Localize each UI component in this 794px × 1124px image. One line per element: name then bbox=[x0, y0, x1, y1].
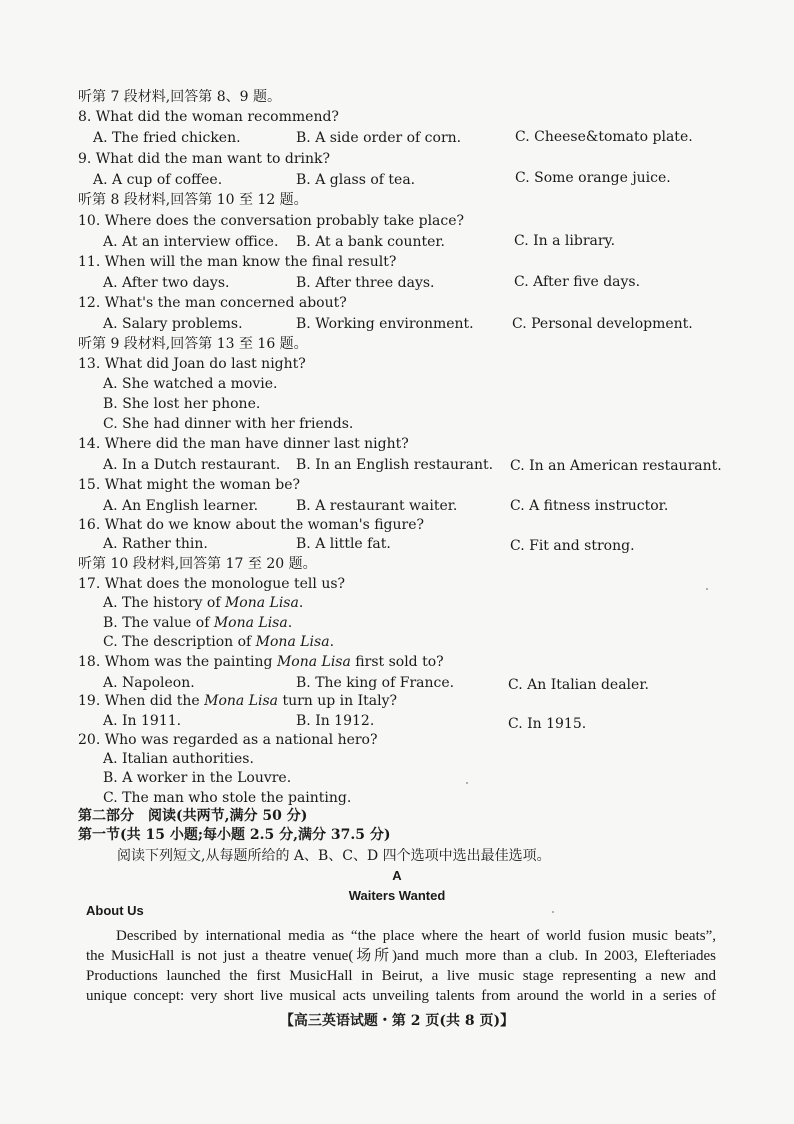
question-11: 11. When will the man know the final result? bbox=[78, 254, 397, 270]
q17-option-c-text: C. The description of bbox=[103, 634, 256, 650]
q14-option-b: B. In an English restaurant. bbox=[296, 457, 494, 473]
q15-option-c: C. A fitness instructor. bbox=[510, 498, 669, 514]
q9-option-b: B. A glass of tea. bbox=[296, 172, 416, 188]
q19-option-a: A. In 1911. bbox=[103, 713, 182, 729]
section-10-heading: 听第 10 段材料,回答第 17 至 20 题。 bbox=[78, 556, 317, 572]
passage-letter: A bbox=[392, 868, 402, 883]
painting-title: Mona Lisa bbox=[204, 693, 278, 709]
section-9-heading: 听第 9 段材料,回答第 13 至 16 题。 bbox=[78, 336, 308, 352]
section-8-heading: 听第 8 段材料,回答第 10 至 12 题。 bbox=[78, 192, 308, 208]
q18-option-a: A. Napoleon. bbox=[103, 675, 195, 691]
question-13: 13. What did Joan do last night? bbox=[78, 356, 306, 372]
scan-speck bbox=[552, 911, 554, 913]
q10-option-b: B. At a bank counter. bbox=[296, 234, 446, 250]
q14-option-c: C. In an American restaurant. bbox=[510, 458, 722, 474]
q9-option-a: A. A cup of coffee. bbox=[93, 172, 223, 188]
q19-option-c: C. In 1915. bbox=[508, 716, 587, 732]
q12-option-c: C. Personal development. bbox=[512, 316, 693, 332]
passage-title: Waiters Wanted bbox=[348, 888, 446, 903]
q20-option-b: B. A worker in the Louvre. bbox=[103, 770, 292, 786]
passage-line-3: Productions launched the first MusicHall in Beirut, a live music stage representing a new and bbox=[86, 968, 716, 984]
scan-speck bbox=[466, 782, 468, 784]
q13-option-a: A. She watched a movie. bbox=[103, 376, 278, 392]
painting-title: Mona Lisa bbox=[255, 634, 330, 650]
q16-option-a: A. Rather thin. bbox=[103, 536, 208, 552]
q19-option-b: B. In 1912. bbox=[296, 713, 375, 729]
passage-line-1: Described by international media as “the place where the heart of world fusion music beats”, bbox=[116, 928, 716, 944]
q11-option-b: B. After three days. bbox=[296, 275, 435, 291]
q17-option-a bbox=[103, 594, 303, 612]
painting-title: Mona Lisa bbox=[276, 654, 351, 670]
passage-line-4: unique concept: very short live musical acts unveiling talents from around the world in a series of bbox=[86, 988, 716, 1004]
question-14: 14. Where did the man have dinner last night? bbox=[78, 436, 409, 452]
q11-option-c: C. After five days. bbox=[514, 274, 641, 290]
q17-option-b-text: B. The value of bbox=[103, 615, 214, 631]
q11-option-a: A. After two days. bbox=[103, 275, 230, 291]
painting-title: Mona Lisa bbox=[213, 615, 288, 631]
q18-option-c: C. An Italian dealer. bbox=[508, 677, 649, 693]
question-8: 8. What did the woman recommend? bbox=[78, 109, 339, 125]
question-16: 16. What do we know about the woman's figure? bbox=[78, 517, 425, 533]
q17-option-a-text: A. The history of bbox=[103, 595, 225, 611]
question-10: 10. Where does the conversation probably take place? bbox=[78, 213, 465, 229]
q17-option-c bbox=[103, 633, 334, 651]
q12-option-a: A. Salary problems. bbox=[103, 316, 243, 332]
q18-text-start: 18. Whom was the painting bbox=[78, 654, 277, 670]
q19-text-end: turn up in Italy? bbox=[278, 693, 398, 709]
question-20: 20. Who was regarded as a national hero? bbox=[78, 732, 378, 748]
passage-line-2: the MusicHall is not just a theatre venue(场所)and much more than a club. In 2003, Elefteriades bbox=[86, 948, 716, 964]
scan-speck bbox=[706, 588, 708, 590]
q19-text-start: 19. When did the bbox=[78, 693, 205, 709]
q13-option-b: B. She lost her phone. bbox=[103, 396, 261, 412]
question-9: 9. What did the man want to drink? bbox=[78, 151, 331, 167]
q17-option-b bbox=[103, 614, 292, 632]
page-footer: 【高三英语试题・第 2 页(共 8 页)】 bbox=[279, 1013, 515, 1029]
q20-option-a: A. Italian authorities. bbox=[103, 751, 254, 767]
q18-text-end: first sold to? bbox=[350, 654, 444, 670]
q12-option-b: B. Working environment. bbox=[296, 316, 474, 332]
q18-option-b: B. The king of France. bbox=[296, 675, 455, 691]
q20-option-c: C. The man who stole the painting. bbox=[103, 790, 352, 806]
q14-option-a: A. In a Dutch restaurant. bbox=[103, 457, 281, 473]
q8-option-a: A. The fried chicken. bbox=[93, 130, 241, 146]
q13-option-c: C. She had dinner with her friends. bbox=[103, 416, 354, 432]
part-two-heading: 第二部分 阅读(共两节,满分 50 分) bbox=[78, 808, 308, 824]
question-17: 17. What does the monologue tell us? bbox=[78, 576, 346, 592]
period: . bbox=[298, 595, 304, 611]
question-15: 15. What might the woman be? bbox=[78, 477, 300, 493]
period: . bbox=[287, 615, 293, 631]
q10-option-c: C. In a library. bbox=[514, 233, 616, 249]
reading-instructions: 阅读下列短文,从每题所给的 A、B、C、D 四个选项中选出最佳选项。 bbox=[117, 848, 551, 864]
question-18 bbox=[78, 653, 444, 671]
painting-title: Mona Lisa bbox=[224, 595, 299, 611]
question-19 bbox=[78, 692, 397, 710]
q10-option-a: A. At an interview office. bbox=[103, 234, 279, 250]
section-one-heading: 第一节(共 15 小题;每小题 2.5 分,满分 37.5 分) bbox=[78, 827, 391, 843]
q15-option-b: B. A restaurant waiter. bbox=[296, 498, 458, 514]
about-us-heading: About Us bbox=[86, 903, 144, 918]
period: . bbox=[329, 634, 335, 650]
q16-option-b: B. A little fat. bbox=[296, 536, 391, 552]
q16-option-c: C. Fit and strong. bbox=[510, 538, 635, 554]
q9-option-c: C. Some orange juice. bbox=[515, 170, 671, 186]
section-7-heading: 听第 7 段材料,回答第 8、9 题。 bbox=[78, 89, 281, 105]
q15-option-a: A. An English learner. bbox=[103, 498, 259, 514]
q8-option-c: C. Cheese&tomato plate. bbox=[515, 129, 693, 145]
q8-option-b: B. A side order of corn. bbox=[296, 130, 462, 146]
question-12: 12. What's the man concerned about? bbox=[78, 295, 347, 311]
